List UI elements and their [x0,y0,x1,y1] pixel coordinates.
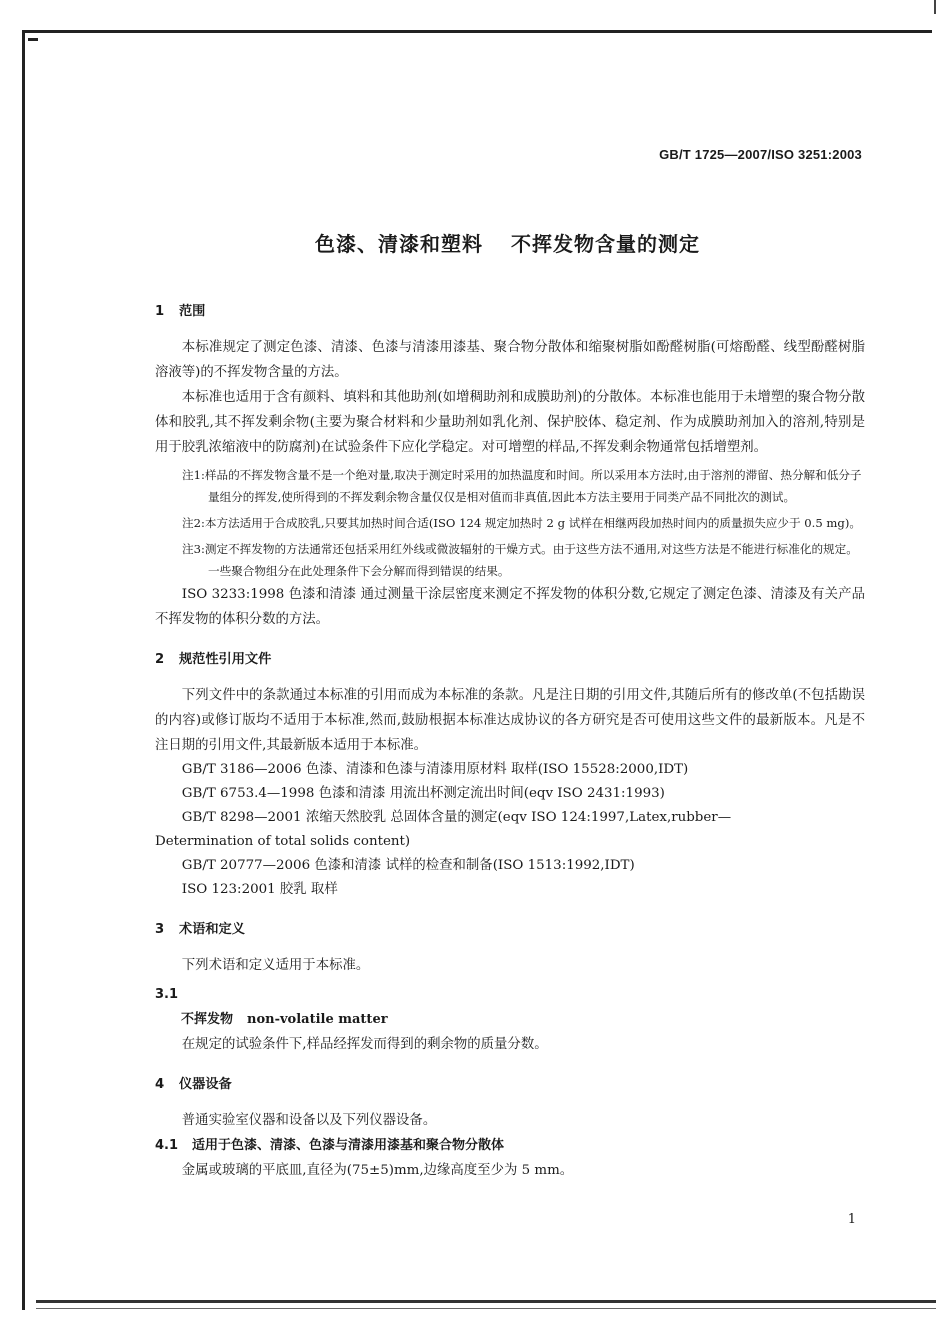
page-number: 1 [847,1212,856,1227]
standard-number: GB/T 1725—2007/ISO 3251:2003 [659,147,862,162]
note: 注2:本方法适用于合成胶乳,只要其加热时间合适(ISO 124 规定加热时 2 g 试样在相继两段加热时间内的质量损失应少于 0.5 mg)。 [182,516,861,530]
paragraph: 普通实验室仪器和设备以及下列仪器设备。 [181,1113,437,1128]
document-body [155,300,865,1183]
title-part-1: 色漆、清漆和塑料 [315,232,483,256]
subsection-number: 3.1 [155,987,179,1002]
reference-item-continuation: Determination of total solids content) [155,834,411,849]
reference-item: GB/T 8298—2001 浓缩天然胶乳 总固体含量的测定(eqv ISO 124:1997,Latex,rubber— [181,810,732,825]
reference-item: GB/T 3186—2006 色漆、清漆和色漆与清漆用原材料 取样(ISO 15528:2000,IDT) [181,762,689,777]
scan-border-bottom-thin [36,1308,936,1309]
scan-corner-mark [28,38,38,41]
reference-item: GB/T 20777—2006 色漆和清漆 试样的检查和制备(ISO 1513:1992,IDT) [181,858,635,873]
term-definition: 在规定的试验条件下,样品经挥发而得到的剩余物的质量分数。 [181,1037,548,1052]
reference-item: ISO 123:2001 胶乳 取样 [181,882,338,897]
reference-item: GB/T 6753.4—1998 色漆和清漆 用流出杯测定流出时间(eqv ISO 2431:1993) [181,786,665,801]
document-title [0,228,950,257]
scan-border-top [22,30,932,33]
term-entry: 不挥发物 non-volatile matter [181,1012,388,1027]
section-heading: 2 规范性引用文件 [155,652,272,667]
paragraph: 下列术语和定义适用于本标准。 [181,958,370,973]
title-part-2: 不挥发物含量的测定 [511,232,700,256]
paragraph: 金属或玻璃的平底皿,直径为(75±5)mm,边缘高度至少为 5 mm。 [181,1163,574,1178]
scan-mark-right [934,0,936,14]
note: 注3:测定不挥发物的方法通常还包括采用红外线或微波辐射的干燥方式。由于这些方法不通用,对这些方法是不能进行标准化的规定。一些聚合物组分在此处理条件下会分解而得到错误的结果。 [182,542,858,578]
scan-border-bottom [36,1300,936,1303]
note: 注1:样品的不挥发物含量不是一个绝对量,取决于测定时采用的加热温度和时间。所以采用本方法时,由于溶剂的滞留、热分解和低分子量组分的挥发,使所得到的不挥发剩余物含量仅仅是相对值而非真值,因此本方法主要用于同类产品不同批次的测试。 [182,468,862,504]
section-heading: 1 范围 [155,304,206,319]
paragraph: ISO 3233:1998 色漆和清漆 通过测量干涂层密度来测定不挥发物的体积分数,它规定了测定色漆、清漆及有关产品不挥发物的体积分数的方法。 [155,587,865,627]
scan-border-left [22,30,25,1310]
subsection-heading: 4.1 适用于色漆、清漆、色漆与清漆用漆基和聚合物分散体 [155,1138,505,1153]
paragraph: 下列文件中的条款通过本标准的引用而成为本标准的条款。凡是注日期的引用文件,其随后所有的修改单(不包括勘误的内容)或修订版均不适用于本标准,然而,鼓励根据本标准达成协议的各方研究是否可使用这些文件的最新版本。凡是不注日期的引用文件,其最新版本适用于本标准。 [155,688,865,753]
paragraph: 本标准规定了测定色漆、清漆、色漆与清漆用漆基、聚合物分散体和缩聚树脂如酚醛树脂(可熔酚醛、线型酚醛树脂溶液等)的不挥发物含量的方法。 [155,340,865,380]
section-heading: 3 术语和定义 [155,922,245,937]
section-heading: 4 仪器设备 [155,1077,232,1092]
paragraph: 本标准也适用于含有颜料、填料和其他助剂(如增稠助剂和成膜助剂)的分散体。本标准也能用于未增塑的聚合物分散体和胶乳,其不挥发剩余物(主要为聚合材料和少量助剂如乳化剂、保护胶体、稳定剂、作为成膜助剂加入的溶剂,特别是用于胶乳浓缩液中的防腐剂)在试验条件下应化学稳定。对可增塑的样品,不挥发剩余物通常包括增塑剂。 [155,390,865,455]
